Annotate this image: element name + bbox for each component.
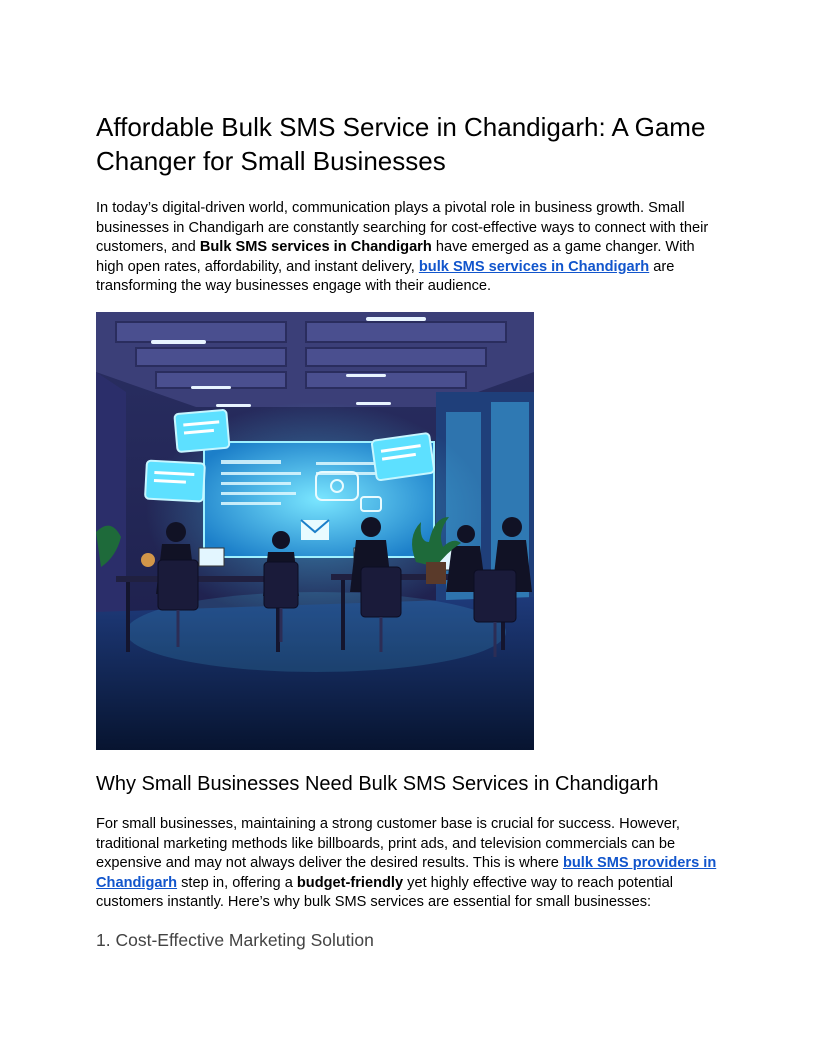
intro-paragraph: In today’s digital-driven world, communication plays a pivotal role in business growth. Small businesses in Chandigarh are constantly searching for cost-effective ways to connect with their customers, and Bulk SMS services in Chandigarh have emerged as a game changer. With high open rates, affordability, and instant delivery, bulk SMS services in Chandigarh are transforming the way businesses engage with their audience.	[96, 200, 709, 294]
office-illustration	[96, 312, 534, 750]
section-heading-why-small-businesses: Why Small Businesses Need Bulk SMS Services in Chandigarh	[96, 773, 659, 795]
bulk-sms-providers-link[interactable]: bulk SMS providers in Chandigarh	[96, 855, 717, 891]
intro-bold-phrase: Bulk SMS services in Chandigarh	[199, 239, 432, 255]
page-title: Affordable Bulk SMS Service in Chandigarh: A Game Changer for Small Businesses	[96, 112, 706, 176]
section1-paragraph: For small businesses, maintaining a strong customer base is crucial for success. However, traditional marketing methods like billboards, print ads, and television commercials can be expensive and may not always deliver the desired results. This is where bulk SMS providers in Chandigarh step in, offering a budget-friendly yet highly effective way to reach potential customers instantly. Here’s why bulk SMS services are essential for small businesses:	[96, 816, 717, 910]
subheading-cost-effective: 1. Cost-Effective Marketing Solution	[96, 930, 374, 950]
bulk-sms-services-link[interactable]: bulk SMS services in Chandigarh	[418, 258, 650, 275]
budget-friendly-bold: budget-friendly	[296, 874, 404, 891]
